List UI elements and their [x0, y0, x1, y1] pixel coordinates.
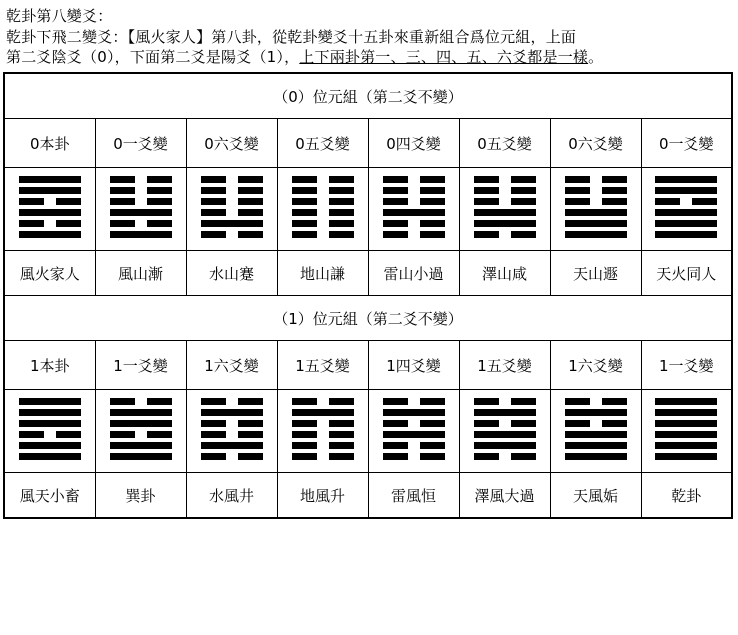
yin-line [110, 398, 172, 405]
yang-line [655, 453, 717, 460]
yang-line [19, 420, 81, 427]
label-cell: 1六爻變 [550, 341, 641, 390]
label-cell: 0五爻變 [277, 119, 368, 168]
yin-line [383, 442, 445, 449]
hexagram-row-1 [4, 390, 732, 473]
hexagram-glyph [292, 394, 354, 464]
hexagram-name-cell: 雷山小過 [368, 251, 459, 296]
hexagram-cell [277, 168, 368, 251]
yin-line [565, 198, 627, 205]
yin-line [292, 420, 354, 427]
section-header-1: （1）位元組（第二爻不變） [4, 296, 732, 341]
label-cell: 0一爻變 [641, 119, 732, 168]
yin-line [19, 220, 81, 227]
label-cell: 0一爻變 [95, 119, 186, 168]
hexagram-name-cell: 風天小畜 [4, 473, 95, 519]
yin-line [474, 398, 536, 405]
yin-line [292, 453, 354, 460]
hexagram-name-cell: 地山謙 [277, 251, 368, 296]
intro-line-1: 乾卦第八變爻： [6, 7, 113, 25]
yang-line [19, 176, 81, 183]
hexagram-glyph [19, 172, 81, 242]
hexagram-table [3, 72, 733, 519]
hexagram-name-cell: 天風姤 [550, 473, 641, 519]
yin-line [383, 398, 445, 405]
yang-line [655, 209, 717, 216]
yin-line [292, 220, 354, 227]
yin-line [292, 442, 354, 449]
yin-line [201, 176, 263, 183]
hexagram-glyph [383, 394, 445, 464]
yin-line [565, 187, 627, 194]
yin-line [201, 420, 263, 427]
hexagram-glyph [655, 394, 717, 464]
yang-line [474, 409, 536, 416]
yin-line [201, 231, 263, 238]
yang-line [655, 431, 717, 438]
hexagram-table-body [4, 73, 732, 518]
yang-line [110, 231, 172, 238]
yin-line [292, 231, 354, 238]
label-cell: 0六爻變 [550, 119, 641, 168]
yin-line [19, 431, 81, 438]
yang-line [110, 442, 172, 449]
yang-line [565, 431, 627, 438]
hexagram-name-cell: 水風井 [186, 473, 277, 519]
hexagram-cell [95, 168, 186, 251]
label-cell: 1一爻變 [641, 341, 732, 390]
yin-line [474, 231, 536, 238]
intro-line-3-plain: 第二爻陰爻（0），下面第二爻是陽爻（1）， [6, 48, 300, 67]
yin-line [383, 176, 445, 183]
yang-line [565, 442, 627, 449]
section-header-row-0 [4, 73, 732, 119]
yin-line [292, 198, 354, 205]
hexagram-cell [186, 168, 277, 251]
yang-line [474, 220, 536, 227]
hexagram-cell [550, 168, 641, 251]
yin-line [201, 187, 263, 194]
hexagram-glyph [565, 394, 627, 464]
yang-line [565, 220, 627, 227]
hexagram-name-cell: 風山漸 [95, 251, 186, 296]
yin-line [383, 420, 445, 427]
yang-line [565, 231, 627, 238]
label-cell: 1四爻變 [368, 341, 459, 390]
hexagram-name-cell: 乾卦 [641, 473, 732, 519]
yang-line [565, 209, 627, 216]
hexagram-name-cell: 水山蹇 [186, 251, 277, 296]
hexagram-name-cell: 天火同人 [641, 251, 732, 296]
label-row-1 [4, 341, 732, 390]
yang-line [19, 209, 81, 216]
hexagram-glyph [110, 172, 172, 242]
hexagram-cell [368, 390, 459, 473]
yang-line [201, 220, 263, 227]
hexagram-glyph [292, 172, 354, 242]
name-row-0 [4, 251, 732, 296]
yin-line [201, 209, 263, 216]
hexagram-name-cell: 澤風大過 [459, 473, 550, 519]
hexagram-glyph [655, 172, 717, 242]
name-row-1 [4, 473, 732, 519]
hexagram-cell [641, 390, 732, 473]
yin-line [565, 398, 627, 405]
hexagram-name-cell: 天山遯 [550, 251, 641, 296]
yin-line [383, 198, 445, 205]
yin-line [474, 187, 536, 194]
hexagram-row-0 [4, 168, 732, 251]
hexagram-cell [4, 168, 95, 251]
yin-line [383, 231, 445, 238]
hexagram-name-cell: 巽卦 [95, 473, 186, 519]
yang-line [19, 398, 81, 405]
label-cell: 1六爻變 [186, 341, 277, 390]
yang-line [383, 409, 445, 416]
yin-line [565, 176, 627, 183]
section-header-row-1 [4, 296, 732, 341]
intro-line-3 [6, 47, 732, 68]
yin-line [474, 198, 536, 205]
label-cell: 1一爻變 [95, 341, 186, 390]
yang-line [474, 431, 536, 438]
yin-line [383, 220, 445, 227]
yin-line [292, 209, 354, 216]
yin-line [19, 198, 81, 205]
yin-line [474, 176, 536, 183]
yang-line [655, 420, 717, 427]
hexagram-glyph [474, 394, 536, 464]
hexagram-cell [186, 390, 277, 473]
yang-line [565, 453, 627, 460]
hexagram-cell [368, 168, 459, 251]
yang-line [655, 231, 717, 238]
yin-line [110, 220, 172, 227]
yang-line [474, 209, 536, 216]
yin-line [565, 420, 627, 427]
label-cell: 1五爻變 [277, 341, 368, 390]
yang-line [201, 409, 263, 416]
yang-line [110, 453, 172, 460]
hexagram-glyph [201, 172, 263, 242]
yang-line [655, 442, 717, 449]
label-cell: 0五爻變 [459, 119, 550, 168]
yin-line [383, 187, 445, 194]
yang-line [655, 409, 717, 416]
yang-line [19, 442, 81, 449]
yin-line [110, 176, 172, 183]
hexagram-glyph [565, 172, 627, 242]
hexagram-glyph [474, 172, 536, 242]
yang-line [110, 209, 172, 216]
hexagram-cell [641, 168, 732, 251]
yang-line [110, 420, 172, 427]
yang-line [655, 398, 717, 405]
yin-line [110, 198, 172, 205]
yang-line [201, 442, 263, 449]
hexagram-name-cell: 澤山咸 [459, 251, 550, 296]
yang-line [19, 453, 81, 460]
yin-line [110, 431, 172, 438]
yang-line [292, 409, 354, 416]
label-cell: 1五爻變 [459, 341, 550, 390]
yang-line [474, 442, 536, 449]
hexagram-cell [277, 390, 368, 473]
yang-line [19, 187, 81, 194]
yin-line [201, 198, 263, 205]
intro-line-3-underlined: 上下兩卦第一、三、四、五、六爻都是一樣 [299, 48, 589, 67]
hexagram-name-cell: 地風升 [277, 473, 368, 519]
hexagram-cell [459, 168, 550, 251]
label-cell: 1本卦 [4, 341, 95, 390]
label-cell: 0本卦 [4, 119, 95, 168]
hexagram-cell [95, 390, 186, 473]
yang-line [110, 409, 172, 416]
yin-line [474, 420, 536, 427]
intro-text [0, 0, 738, 72]
yin-line [201, 453, 263, 460]
yang-line [383, 209, 445, 216]
hexagram-glyph [383, 172, 445, 242]
yang-line [565, 409, 627, 416]
yin-line [292, 431, 354, 438]
yin-line [292, 176, 354, 183]
intro-line-3-end: 。 [588, 48, 604, 67]
hexagram-cell [4, 390, 95, 473]
label-row-0 [4, 119, 732, 168]
hexagram-cell [459, 390, 550, 473]
yin-line [474, 453, 536, 460]
yang-line [19, 409, 81, 416]
hexagram-glyph [19, 394, 81, 464]
hexagram-glyph [110, 394, 172, 464]
yang-line [383, 431, 445, 438]
hexagram-name-cell: 雷風恒 [368, 473, 459, 519]
yin-line [655, 198, 717, 205]
yang-line [655, 187, 717, 194]
yin-line [292, 187, 354, 194]
hexagram-name-cell: 風火家人 [4, 251, 95, 296]
yin-line [383, 453, 445, 460]
yang-line [19, 231, 81, 238]
yin-line [110, 187, 172, 194]
yang-line [655, 220, 717, 227]
hexagram-glyph [201, 394, 263, 464]
intro-line-2: 乾卦下飛二變爻：【風火家人】第八卦，從乾卦變爻十五卦來重新組合爲位元組，上面 [6, 27, 577, 46]
section-header-0: （0）位元組（第二爻不變） [4, 73, 732, 119]
yang-line [655, 176, 717, 183]
label-cell: 0六爻變 [186, 119, 277, 168]
yin-line [292, 398, 354, 405]
label-cell: 0四爻變 [368, 119, 459, 168]
hexagram-cell [550, 390, 641, 473]
yin-line [201, 431, 263, 438]
yin-line [201, 398, 263, 405]
